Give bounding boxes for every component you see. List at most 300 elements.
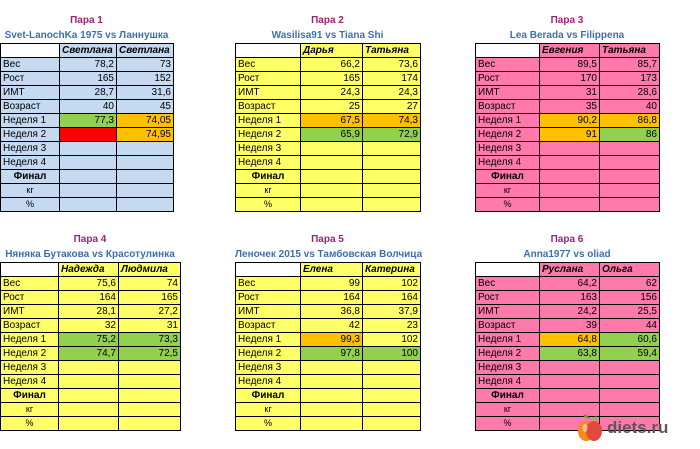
table-row: [476, 333, 660, 347]
value-cell[interactable]: [600, 170, 660, 184]
table-row: [1, 142, 174, 156]
row-label-cell[interactable]: Возраст: [476, 100, 540, 114]
value-cell[interactable]: [117, 198, 174, 212]
row-label-cell[interactable]: Вес: [236, 58, 301, 72]
value-cell[interactable]: 63,8: [540, 347, 600, 361]
footer-row: [236, 417, 421, 431]
value-cell[interactable]: [59, 403, 119, 417]
participant-name-cell[interactable]: Руслана: [540, 263, 600, 277]
row-label-cell[interactable]: Неделя 3: [236, 361, 301, 375]
row-label-cell[interactable]: Неделя 2: [1, 128, 60, 142]
row-label-cell[interactable]: Вес: [1, 58, 60, 72]
table-row: [476, 100, 660, 114]
table-row: [476, 347, 660, 361]
table-row: [236, 100, 421, 114]
value-cell[interactable]: 102: [363, 277, 421, 291]
value-cell[interactable]: 31: [119, 319, 181, 333]
value-cell[interactable]: 74,95: [117, 128, 174, 142]
final-label-cell[interactable]: Финал: [1, 170, 60, 184]
pair-participants: Wasilisa91 vs Tiana Shi: [271, 30, 384, 41]
row-label-cell[interactable]: Неделя 1: [1, 114, 60, 128]
value-cell[interactable]: [363, 156, 421, 170]
value-cell[interactable]: [59, 417, 119, 431]
table-row: [236, 291, 421, 305]
row-label-cell[interactable]: Неделя 4: [1, 375, 59, 389]
table-row: [476, 72, 660, 86]
value-cell[interactable]: [363, 198, 421, 212]
value-cell[interactable]: 24,2: [540, 305, 600, 319]
pair-table: [475, 43, 660, 212]
value-cell[interactable]: 99,3: [301, 333, 363, 347]
table-row: [236, 128, 421, 142]
table-row: [236, 156, 421, 170]
participant-name-cell[interactable]: Людмила: [119, 263, 181, 277]
value-cell[interactable]: 156: [600, 291, 660, 305]
value-cell[interactable]: 23: [363, 319, 421, 333]
value-cell[interactable]: [60, 128, 117, 142]
final-label-cell[interactable]: Финал: [236, 170, 301, 184]
value-cell[interactable]: [301, 375, 363, 389]
table-row: [476, 86, 660, 100]
row-label-cell[interactable]: Неделя 1: [236, 333, 301, 347]
header-empty-cell[interactable]: [236, 263, 301, 277]
table-row: [1, 72, 174, 86]
value-cell[interactable]: 170: [540, 72, 600, 86]
participant-name-cell[interactable]: Дарья: [301, 44, 363, 58]
row-label-cell[interactable]: Неделя 3: [1, 142, 60, 156]
header-empty-cell[interactable]: [476, 44, 540, 58]
pair-title: Пара 6: [550, 234, 584, 245]
pair-table: [475, 262, 660, 431]
value-cell[interactable]: [119, 389, 181, 403]
value-cell[interactable]: [60, 198, 117, 212]
value-cell[interactable]: 97,8: [301, 347, 363, 361]
table-row: [236, 375, 421, 389]
row-label-cell[interactable]: ИМТ: [236, 305, 301, 319]
header-empty-cell[interactable]: [1, 44, 60, 58]
pair-title: Пара 3: [550, 15, 584, 26]
participant-name-cell[interactable]: Надежда: [59, 263, 119, 277]
value-cell[interactable]: 90,2: [540, 114, 600, 128]
footer-row: [1, 170, 174, 184]
logo-text: diets.ru: [607, 418, 669, 437]
value-cell[interactable]: 37,9: [363, 305, 421, 319]
participant-name-cell[interactable]: Светлана: [117, 44, 174, 58]
value-cell[interactable]: 165: [301, 72, 363, 86]
value-cell[interactable]: 165: [119, 291, 181, 305]
row-label-cell[interactable]: Неделя 4: [236, 375, 301, 389]
value-cell[interactable]: [600, 198, 660, 212]
value-cell[interactable]: 86: [600, 128, 660, 142]
kg-label-cell[interactable]: кг: [476, 184, 540, 198]
kg-label-cell[interactable]: кг: [236, 403, 301, 417]
value-cell[interactable]: 35: [540, 100, 600, 114]
value-cell[interactable]: 66,2: [301, 58, 363, 72]
table-row: [236, 277, 421, 291]
footer-row: [1, 403, 181, 417]
value-cell[interactable]: [363, 403, 421, 417]
value-cell[interactable]: 164: [363, 291, 421, 305]
row-label-cell[interactable]: Рост: [236, 291, 301, 305]
value-cell[interactable]: [540, 361, 600, 375]
header-empty-cell[interactable]: [236, 44, 301, 58]
kg-label-cell[interactable]: кг: [236, 184, 301, 198]
value-cell[interactable]: [540, 389, 600, 403]
value-cell[interactable]: 99: [301, 277, 363, 291]
value-cell[interactable]: 25: [301, 100, 363, 114]
table-row: [1, 319, 181, 333]
row-label-cell[interactable]: Рост: [236, 72, 301, 86]
row-label-cell[interactable]: ИМТ: [1, 305, 59, 319]
percent-label-cell[interactable]: %: [236, 417, 301, 431]
participant-name-cell[interactable]: Елена: [301, 263, 363, 277]
final-label-cell[interactable]: Финал: [476, 170, 540, 184]
table-row: [1, 100, 174, 114]
value-cell[interactable]: 164: [301, 291, 363, 305]
row-label-cell[interactable]: Неделя 2: [236, 128, 301, 142]
footer-row: [476, 170, 660, 184]
table-row: [236, 114, 421, 128]
table-row: [1, 361, 181, 375]
table-row: [476, 375, 660, 389]
value-cell[interactable]: 73,3: [119, 333, 181, 347]
pair-title: Пара 2: [311, 15, 344, 26]
value-cell[interactable]: 65,9: [301, 128, 363, 142]
value-cell[interactable]: [117, 170, 174, 184]
pair-block-5: [235, 234, 423, 446]
table-row: [476, 319, 660, 333]
table-row: [236, 58, 421, 72]
apple-icon: [576, 413, 604, 443]
value-cell[interactable]: 73: [117, 58, 174, 72]
value-cell[interactable]: 28,7: [60, 86, 117, 100]
percent-label-cell[interactable]: %: [1, 417, 59, 431]
header-empty-cell[interactable]: [1, 263, 59, 277]
row-label-cell[interactable]: Неделя 3: [1, 361, 59, 375]
value-cell[interactable]: 174: [363, 72, 421, 86]
row-label-cell[interactable]: Неделя 4: [236, 156, 301, 170]
value-cell[interactable]: 64,2: [540, 277, 600, 291]
row-label-cell[interactable]: Рост: [476, 291, 540, 305]
value-cell[interactable]: [600, 184, 660, 198]
value-cell[interactable]: 32: [59, 319, 119, 333]
value-cell[interactable]: 85,7: [600, 58, 660, 72]
table-row: [236, 142, 421, 156]
table-row: [1, 86, 174, 100]
row-label-cell[interactable]: Неделя 2: [1, 347, 59, 361]
row-label-cell[interactable]: Возраст: [236, 100, 301, 114]
value-cell[interactable]: [540, 198, 600, 212]
value-cell[interactable]: [600, 156, 660, 170]
table-row: [236, 305, 421, 319]
value-cell[interactable]: [59, 389, 119, 403]
participant-name-cell[interactable]: Татьяна: [363, 44, 421, 58]
value-cell[interactable]: 40: [600, 100, 660, 114]
table-row: [1, 375, 181, 389]
value-cell[interactable]: 77,3: [60, 114, 117, 128]
final-label-cell[interactable]: Финал: [476, 389, 540, 403]
pair-block-1: [0, 15, 173, 227]
value-cell[interactable]: 59,4: [600, 347, 660, 361]
value-cell[interactable]: 173: [600, 72, 660, 86]
value-cell[interactable]: [117, 156, 174, 170]
participant-name-cell[interactable]: Евгения: [540, 44, 600, 58]
pair-table: [235, 262, 421, 431]
table-row: [1, 305, 181, 319]
table-row: [236, 319, 421, 333]
table-row: [476, 58, 660, 72]
pair-table: [0, 262, 181, 431]
table-row: [1, 156, 174, 170]
value-cell[interactable]: [60, 184, 117, 198]
row-label-cell[interactable]: Неделя 1: [236, 114, 301, 128]
value-cell[interactable]: 24,3: [363, 86, 421, 100]
value-cell[interactable]: 64,8: [540, 333, 600, 347]
row-label-cell[interactable]: ИМТ: [476, 86, 540, 100]
value-cell[interactable]: [301, 156, 363, 170]
row-label-cell[interactable]: Неделя 3: [476, 361, 540, 375]
value-cell[interactable]: [600, 375, 660, 389]
value-cell[interactable]: 39: [540, 319, 600, 333]
value-cell[interactable]: 27,2: [119, 305, 181, 319]
value-cell[interactable]: [540, 170, 600, 184]
value-cell[interactable]: 100: [363, 347, 421, 361]
value-cell[interactable]: 74,3: [363, 114, 421, 128]
header-empty-cell[interactable]: [476, 263, 540, 277]
participant-name-cell[interactable]: Светлана: [60, 44, 117, 58]
value-cell[interactable]: 60,6: [600, 333, 660, 347]
table-row: [1, 333, 181, 347]
footer-row: [236, 184, 421, 198]
pair-title: Пара 1: [70, 15, 103, 26]
pair-block-3: [475, 15, 659, 227]
value-cell[interactable]: 152: [117, 72, 174, 86]
value-cell[interactable]: [301, 389, 363, 403]
footer-row: [236, 170, 421, 184]
value-cell[interactable]: 163: [540, 291, 600, 305]
value-cell[interactable]: 72,9: [363, 128, 421, 142]
table-row: [1, 277, 181, 291]
table-row: [476, 114, 660, 128]
row-label-cell[interactable]: Неделя 4: [1, 156, 60, 170]
final-label-cell[interactable]: Финал: [236, 389, 301, 403]
value-cell[interactable]: [60, 170, 117, 184]
value-cell[interactable]: 73,6: [363, 58, 421, 72]
value-cell[interactable]: [301, 184, 363, 198]
table-row: [236, 86, 421, 100]
value-cell[interactable]: 74,7: [59, 347, 119, 361]
value-cell[interactable]: 86,8: [600, 114, 660, 128]
table-row: [236, 347, 421, 361]
value-cell[interactable]: [301, 170, 363, 184]
value-cell[interactable]: 27: [363, 100, 421, 114]
row-label-cell[interactable]: Неделя 4: [476, 156, 540, 170]
site-logo: [576, 410, 700, 446]
row-label-cell[interactable]: Возраст: [1, 100, 60, 114]
footer-row: [1, 184, 174, 198]
value-cell[interactable]: [363, 361, 421, 375]
row-label-cell[interactable]: Неделя 4: [476, 375, 540, 389]
percent-label-cell[interactable]: %: [476, 417, 540, 431]
value-cell[interactable]: [301, 403, 363, 417]
value-cell[interactable]: [363, 184, 421, 198]
value-cell[interactable]: 102: [363, 333, 421, 347]
row-label-cell[interactable]: ИМТ: [236, 86, 301, 100]
value-cell[interactable]: 24,3: [301, 86, 363, 100]
row-label-cell[interactable]: ИМТ: [476, 305, 540, 319]
value-cell[interactable]: [59, 375, 119, 389]
row-label-cell[interactable]: Возраст: [476, 319, 540, 333]
table-row: [476, 305, 660, 319]
table-row: [236, 72, 421, 86]
participant-name-cell[interactable]: Ольга: [600, 263, 660, 277]
value-cell[interactable]: 78,2: [60, 58, 117, 72]
value-cell[interactable]: [301, 142, 363, 156]
value-cell[interactable]: [540, 375, 600, 389]
table-row: [1, 58, 174, 72]
row-label-cell[interactable]: Рост: [476, 72, 540, 86]
participant-name-cell[interactable]: Татьяна: [600, 44, 660, 58]
pair-title: Пара 5: [311, 234, 344, 245]
row-label-cell[interactable]: Возраст: [236, 319, 301, 333]
value-cell[interactable]: 62: [600, 277, 660, 291]
header-row: [236, 263, 421, 277]
value-cell[interactable]: 75,2: [59, 333, 119, 347]
header-row: [476, 263, 660, 277]
value-cell[interactable]: [540, 184, 600, 198]
pair-participants: Няняка Бутакова vs Красотулинка: [5, 249, 175, 260]
footer-row: [1, 417, 181, 431]
footer-row: [1, 198, 174, 212]
value-cell[interactable]: [363, 170, 421, 184]
value-cell[interactable]: 74: [119, 277, 181, 291]
value-cell[interactable]: [600, 361, 660, 375]
value-cell[interactable]: 89,5: [540, 58, 600, 72]
value-cell[interactable]: [301, 198, 363, 212]
value-cell[interactable]: 36,8: [301, 305, 363, 319]
row-label-cell[interactable]: Вес: [476, 277, 540, 291]
table-row: [476, 156, 660, 170]
kg-label-cell[interactable]: кг: [1, 184, 60, 198]
value-cell[interactable]: 45: [117, 100, 174, 114]
value-cell[interactable]: 40: [60, 100, 117, 114]
value-cell[interactable]: 75,6: [59, 277, 119, 291]
pair-participants: Lea Berada vs Filippena: [509, 30, 625, 41]
row-label-cell[interactable]: Неделя 2: [476, 128, 540, 142]
footer-row: [236, 403, 421, 417]
row-label-cell[interactable]: Неделя 3: [476, 142, 540, 156]
value-cell[interactable]: 31,6: [117, 86, 174, 100]
value-cell[interactable]: 91: [540, 128, 600, 142]
row-label-cell[interactable]: Вес: [236, 277, 301, 291]
value-cell[interactable]: [363, 375, 421, 389]
pair-title: Пара 4: [73, 234, 107, 245]
value-cell[interactable]: [119, 417, 181, 431]
value-cell[interactable]: 72,5: [119, 347, 181, 361]
percent-label-cell[interactable]: %: [476, 198, 540, 212]
header-row: [236, 44, 421, 58]
pair-participants: Svet-LanochKa 1975 vs Ланнушка: [4, 30, 169, 41]
value-cell[interactable]: [600, 142, 660, 156]
value-cell[interactable]: [301, 417, 363, 431]
table-row: [476, 361, 660, 375]
table-row: [476, 277, 660, 291]
value-cell[interactable]: 67,5: [301, 114, 363, 128]
footer-row: [236, 389, 421, 403]
value-cell[interactable]: [119, 403, 181, 417]
value-cell[interactable]: [363, 142, 421, 156]
table-row: [236, 333, 421, 347]
pair-participants: Леночек 2015 vs Тамбовская Волчица: [235, 249, 423, 260]
footer-row: [476, 184, 660, 198]
table-row: [1, 128, 174, 142]
footer-row: [476, 198, 660, 212]
value-cell[interactable]: [600, 389, 660, 403]
kg-label-cell[interactable]: кг: [476, 403, 540, 417]
value-cell[interactable]: [540, 156, 600, 170]
value-cell[interactable]: 74,05: [117, 114, 174, 128]
row-label-cell[interactable]: Неделя 2: [476, 347, 540, 361]
value-cell[interactable]: 28,6: [600, 86, 660, 100]
row-label-cell[interactable]: Рост: [1, 291, 59, 305]
row-label-cell[interactable]: Вес: [1, 277, 59, 291]
table-row: [1, 291, 181, 305]
row-label-cell[interactable]: Вес: [476, 58, 540, 72]
kg-label-cell[interactable]: кг: [1, 403, 59, 417]
value-cell[interactable]: [59, 361, 119, 375]
value-cell[interactable]: 31: [540, 86, 600, 100]
pair-block-4: [0, 234, 180, 446]
participant-name-cell[interactable]: Катерина: [363, 263, 421, 277]
value-cell[interactable]: [363, 389, 421, 403]
value-cell[interactable]: [119, 375, 181, 389]
value-cell[interactable]: [117, 184, 174, 198]
row-label-cell[interactable]: Неделя 1: [1, 333, 59, 347]
value-cell[interactable]: [119, 361, 181, 375]
value-cell[interactable]: [540, 142, 600, 156]
row-label-cell[interactable]: Рост: [1, 72, 60, 86]
value-cell[interactable]: [60, 142, 117, 156]
row-label-cell[interactable]: Возраст: [1, 319, 59, 333]
value-cell[interactable]: 164: [59, 291, 119, 305]
footer-row: [236, 198, 421, 212]
table-row: [236, 361, 421, 375]
value-cell[interactable]: [60, 156, 117, 170]
table-row: [476, 291, 660, 305]
row-label-cell[interactable]: Неделя 3: [236, 142, 301, 156]
row-label-cell[interactable]: Неделя 2: [236, 347, 301, 361]
value-cell[interactable]: [117, 142, 174, 156]
pair-participants: Anna1977 vs oliad: [523, 249, 611, 260]
final-label-cell[interactable]: Финал: [1, 389, 59, 403]
table-row: [1, 347, 181, 361]
value-cell[interactable]: 44: [600, 319, 660, 333]
row-label-cell[interactable]: Неделя 1: [476, 333, 540, 347]
table-row: [476, 128, 660, 142]
percent-label-cell[interactable]: %: [236, 198, 301, 212]
value-cell[interactable]: 42: [301, 319, 363, 333]
value-cell[interactable]: 25,5: [600, 305, 660, 319]
row-label-cell[interactable]: Неделя 1: [476, 114, 540, 128]
row-label-cell[interactable]: ИМТ: [1, 86, 60, 100]
percent-label-cell[interactable]: %: [1, 198, 60, 212]
value-cell[interactable]: [301, 361, 363, 375]
pair-table: [0, 43, 174, 212]
value-cell[interactable]: 165: [60, 72, 117, 86]
value-cell[interactable]: [363, 417, 421, 431]
header-row: [1, 44, 174, 58]
value-cell[interactable]: 28,1: [59, 305, 119, 319]
